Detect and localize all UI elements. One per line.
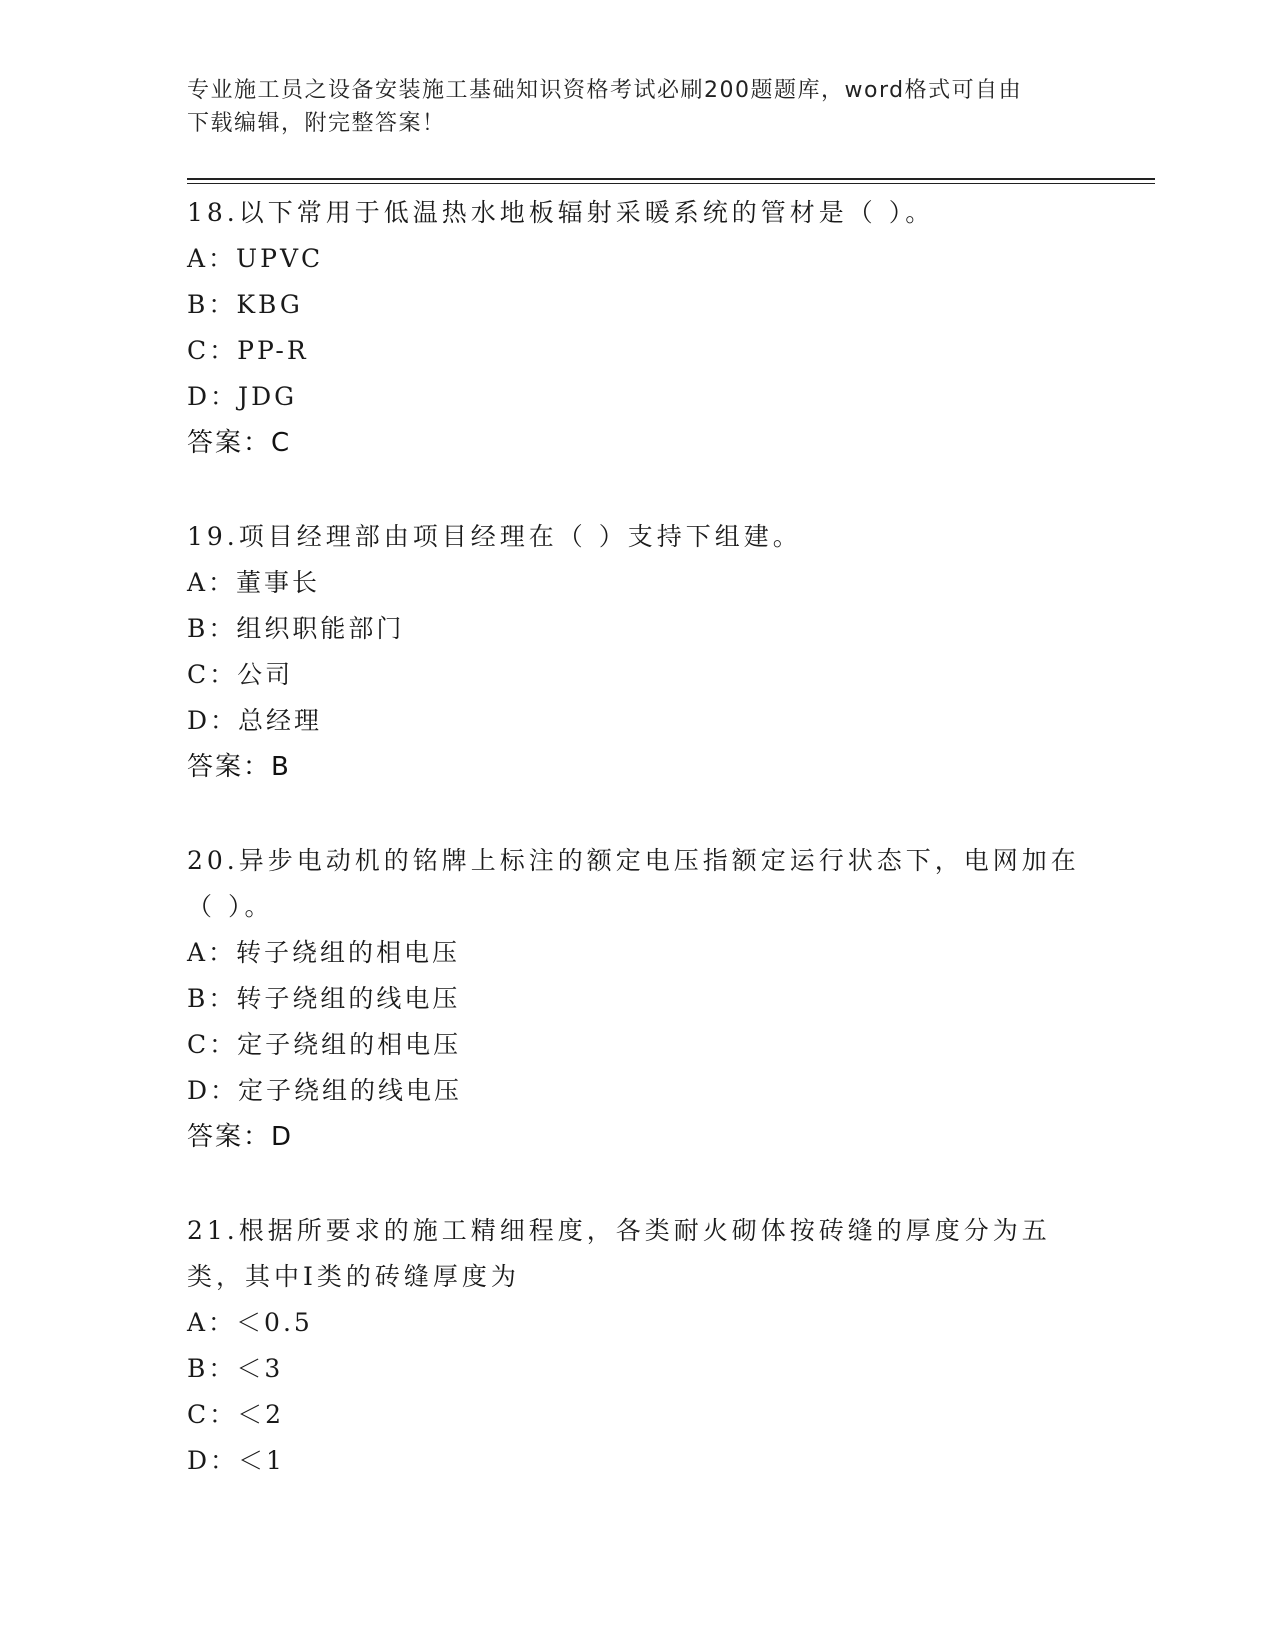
- option-b: B：组织职能部门: [187, 614, 405, 643]
- header-divider-thin: [187, 183, 1155, 184]
- question-19: [187, 514, 1087, 790]
- answer-line: 答案：B: [187, 752, 291, 782]
- answer-line: 答案：D: [187, 1122, 294, 1152]
- header-line-2: 下载编辑，附完整答案！: [187, 111, 446, 136]
- option-c: C：＜2: [187, 1400, 285, 1429]
- option-d: D：总经理: [187, 706, 323, 735]
- option-a: A：董事长: [187, 568, 321, 597]
- document-header: [187, 74, 1087, 140]
- option-c: C：定子绕组的相电压: [187, 1030, 462, 1059]
- header-divider-thick: [187, 178, 1155, 180]
- option-a: A：UPVC: [187, 244, 324, 273]
- question-stem: 21.根据所要求的施工精细程度，各类耐火砌体按砖缝的厚度分为五类，其中Ⅰ类的砖缝厚度为: [187, 1216, 1051, 1291]
- option-b: B：转子绕组的线电压: [187, 984, 461, 1013]
- question-list: [187, 190, 1087, 1532]
- option-a: A：转子绕组的相电压: [187, 938, 461, 967]
- option-c: C：PP-R: [187, 336, 309, 365]
- option-c: C：公司: [187, 660, 294, 689]
- answer-line: 答案：C: [187, 428, 292, 458]
- question-stem: 18.以下常用于低温热水地板辐射采暖系统的管材是（ ）。: [187, 198, 935, 227]
- option-b: B：KBG: [187, 290, 303, 319]
- option-d: D：＜1: [187, 1446, 285, 1475]
- question-20: [187, 838, 1087, 1160]
- option-d: D：定子绕组的线电压: [187, 1076, 463, 1105]
- option-a: A：＜0.5: [187, 1308, 313, 1337]
- question-stem: 19.项目经理部由项目经理在（ ）支持下组建。: [187, 522, 802, 551]
- header-line-1: 专业施工员之设备安装施工基础知识资格考试必刷200题题库，word格式可自由: [187, 78, 1023, 103]
- question-18: [187, 190, 1087, 466]
- option-d: D：JDG: [187, 382, 298, 411]
- question-stem: 20.异步电动机的铭牌上标注的额定电压指额定运行状态下，电网加在（ ）。: [187, 846, 1080, 921]
- option-b: B：＜3: [187, 1354, 284, 1383]
- question-21: [187, 1208, 1087, 1484]
